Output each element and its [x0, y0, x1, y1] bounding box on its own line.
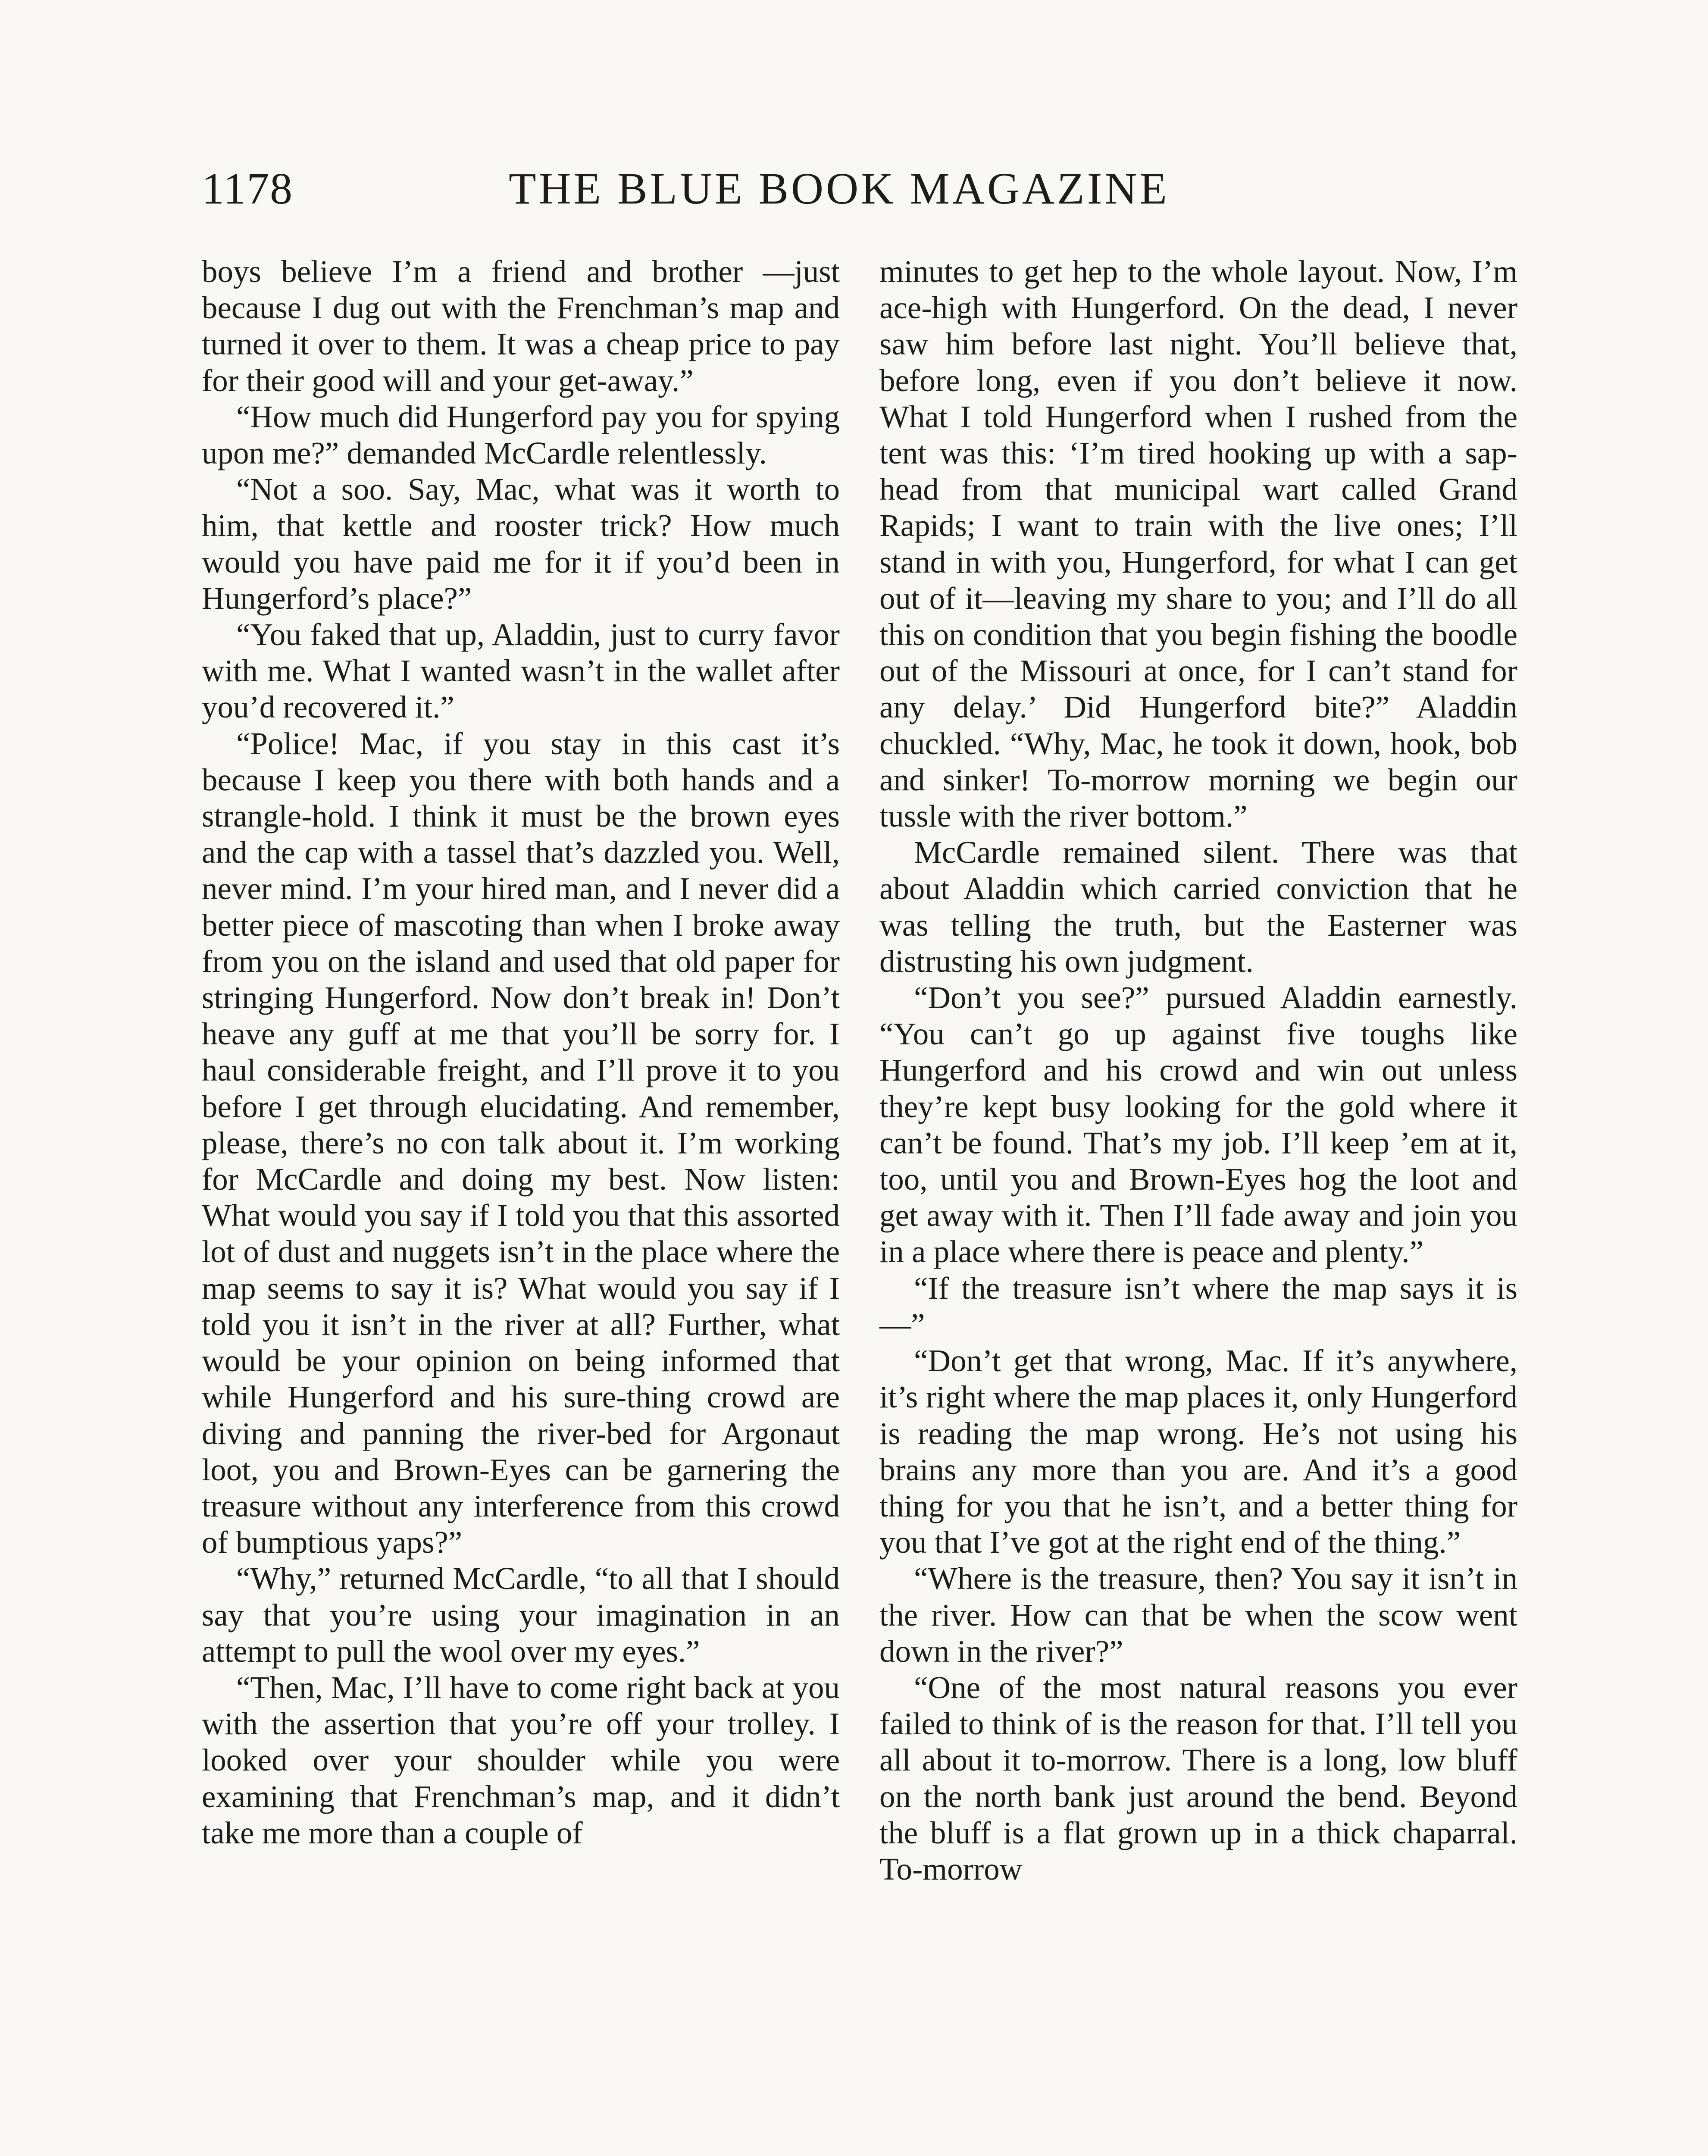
paragraph: “Then, Mac, I’ll have to come right back at you with the assertion that you’re off your trolley. I looked over your shoulder while you were examining that Frenchman’s map, and it didn’t take me more than a couple of [202, 1670, 840, 1850]
paragraph: “Don’t you see?” pursued Aladdin earnestly. “You can’t go up against five toughs like Hungerford and his crowd and win out unless they’re kept busy looking for the gold where it can’t be found. That’s my job. I’ll keep ’em at it, too, until you and Brown-Eyes hog the loot and get away with it. Then I’ll fade away and join you in a place where there is peace and plenty.” [879, 980, 1517, 1269]
page-number: 1178 [202, 164, 294, 213]
paragraph: “You faked that up, Aladdin, just to curry favor with me. What I wanted wasn’t in the wallet after you’d recovered it.” [202, 617, 840, 725]
paragraph: “Where is the treasure, then? You say it isn’t in the river. How can that be when the scow went down in the river?” [879, 1561, 1517, 1669]
paragraph: minutes to get hep to the whole layout. Now, I’m ace-high with Hungerford. On the dead, I never saw him before last night. You’ll believe that, before long, even if you don’t believe it now. What I told Hungerford when I rushed from the tent was this: ‘I’m tired hooking up with a sap-head from that municipal wart called Grand Rapids; I want to train with the live ones; I’ll stand in with you, Hungerford, for what I can get out of it—leaving my share to you; and I’ll do all this on condition that you begin fishing the boodle out of the Missouri at once, for I can’t stand for any delay.’ Did Hungerford bite?” Aladdin chuckled. “Why, Mac, he took it down, hook, bob and sinker! To-morrow morning we begin our tussle with the river bottom.” [879, 254, 1517, 834]
paragraph: McCardle remained silent. There was that about Aladdin which carried conviction that he was telling the truth, but the Easterner was distrusting his own judgment. [879, 835, 1517, 979]
paragraph: “Police! Mac, if you stay in this cast it’s because I keep you there with both hands and a strangle-hold. I think it must be the brown eyes and the cap with a tassel that’s dazzled you. Well, never mind. I’m your hired man, and I never did a better piece of mascoting than when I broke away from you on the island and used that old paper for stringing Hungerford. Now don’t break in! Don’t heave any guff at me that you’ll be sorry for. I haul considerable freight, and I’ll prove it to you before I get through elucidating. And remember, please, there’s no con talk about it. I’m working for McCardle and doing my best. Now listen: What would you say if I told you that this assorted lot of dust and nuggets isn’t in the place where the map seems to say it is? What would you say if I told you it isn’t in the river at all? Further, what would be your opinion on being informed that while Hungerford and his sure-thing crowd are diving and panning the river-bed for Argonaut loot, you and Brown-Eyes can be garnering the treasure without any interference from this crowd of bumptious yaps?” [202, 726, 840, 1560]
right-column [879, 254, 1517, 1887]
paragraph: “Don’t get that wrong, Mac. If it’s anywhere, it’s right where the map places it, only Hungerford is reading the map wrong. He’s not using his brains any more than you are. And it’s a good thing for you that he isn’t, and a better thing for you that I’ve got at the right end of the thing.” [879, 1343, 1517, 1560]
paragraph: “How much did Hungerford pay you for spying upon me?” demanded McCardle relentlessly. [202, 399, 840, 471]
running-head: THE BLUE BOOK MAGAZINE [509, 164, 1170, 213]
paragraph: “One of the most natural reasons you ever failed to think of is the reason for that. I’ll tell you all about it to-morrow. There is a long, low bluff on the north bank just around the bend. Beyond the bluff is a flat grown up in a thick chaparral. To-morrow [879, 1670, 1517, 1887]
left-column [202, 254, 840, 1851]
paragraph: boys believe I’m a friend and brother —just because I dug out with the Frenchman’s map and turned it over to them. It was a cheap price to pay for their good will and your get-away.” [202, 254, 840, 398]
paragraph: “Not a soo. Say, Mac, what was it worth to him, that kettle and rooster trick? How much would you have paid me for it if you’d been in Hungerford’s place?” [202, 472, 840, 616]
paragraph: “If the treasure isn’t where the map says it is—” [879, 1270, 1517, 1342]
paragraph: “Why,” returned McCardle, “to all that I should say that you’re using your imagination in an attempt to pull the wool over my eyes.” [202, 1561, 840, 1669]
